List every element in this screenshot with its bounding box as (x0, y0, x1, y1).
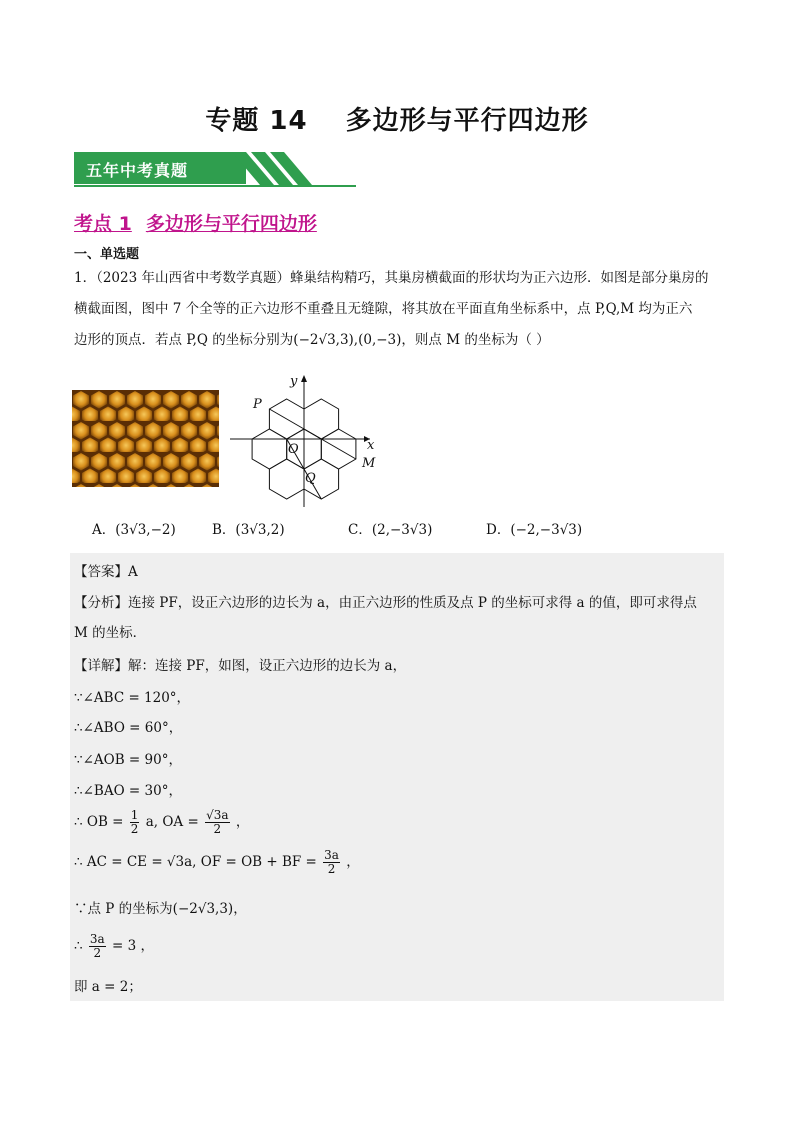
title-topic: 多边形与平行四边形 (345, 106, 589, 136)
step-2: ∴∠ABO = 60°， (74, 720, 183, 736)
question-text (74, 263, 724, 356)
step-3: ∵∠AOB = 90°， (74, 752, 182, 768)
title-number: 专题 14 (205, 106, 308, 136)
fraction-half: $\frac{1}{2}$ (130, 808, 139, 836)
page-title (0, 100, 794, 137)
fraction-root3a-over-2: $\frac{√3a}{2}$ (206, 808, 229, 836)
analysis-line-1: 【分析】连接 PF，设正六边形的边长为 a，由正六边形的性质及点 P 的坐标可求得 a 的值，即可求得点 (74, 595, 697, 611)
step-6: ∴ AC = CE = √3a, OF = OB + BF = $\frac{3a}{2}$ ， (74, 848, 360, 876)
detail-line: 【详解】解：连接 PF，如图，设正六边形的边长为 a， (74, 658, 407, 674)
point-m-label: M (362, 456, 376, 471)
answer-block (70, 553, 724, 1001)
axis-x-label: x (367, 438, 375, 453)
step-8: ∴ $\frac{3a}{2}$ = 3 ， (74, 932, 154, 960)
kaodian-label: 考点 1 (74, 213, 132, 235)
option-d[interactable]: D．(−2,−3√3) (486, 522, 583, 538)
option-a[interactable]: A．(3√3,−2) (92, 522, 176, 538)
option-b[interactable]: B．(3√3,2) (212, 522, 285, 538)
answer-line: 【答案】A (74, 564, 138, 580)
step-5: ∴ OB = $\frac{1}{2}$ a, OA = $\frac{√3a}{2}$ ， (74, 808, 250, 836)
kaodian-name: 多边形与平行四边形 (145, 213, 317, 235)
banner-label: 五年中考真题 (86, 161, 189, 180)
point-p-label: P (253, 397, 262, 412)
fraction-3a-over-2: $\frac{3a}{2}$ (324, 848, 339, 876)
section-banner (74, 152, 356, 188)
fraction-3a-over-2-b: $\frac{3a}{2}$ (89, 932, 105, 960)
hexagon-coordinate-figure (226, 373, 390, 509)
origin-o-label: O (288, 442, 299, 457)
step-9: 即 a = 2； (74, 979, 142, 995)
step-4: ∴∠BAO = 30°， (74, 783, 182, 799)
question-coords: (−2√3,3),(0,−3) (293, 332, 402, 348)
banner-underline (74, 185, 356, 187)
banner-stripes-icon (224, 152, 334, 185)
analysis-line-2: M 的坐标． (74, 625, 147, 641)
axis-y-label: y (290, 374, 298, 389)
section-label: 一、单选题 (74, 247, 140, 262)
question-line-2: 横截面图，图中 7 个全等的正六边形不重叠且无缝隙，将其放在平面直角坐标系中，点 P,Q,M 均为正六 (74, 301, 693, 317)
kaodian-heading (74, 209, 317, 236)
question-line-3b: ，则点 M 的坐标为（ ） (401, 332, 550, 348)
step-7: ∵点 P 的坐标为(−2√3,3)， (74, 901, 247, 917)
question-line-3a: 边形的顶点．若点 P,Q 的坐标分别为 (74, 332, 294, 348)
point-q-label: Q (305, 471, 316, 486)
question-line-1: 1．（2023 年山西省中考数学真题）蜂巢结构精巧，其巢房横截面的形状均为正六边形．如图是部分巢房的 (74, 270, 709, 286)
answer-options (92, 518, 712, 546)
honeycomb-photo (72, 390, 219, 487)
option-c[interactable]: C．(2,−3√3) (348, 522, 433, 538)
question-line-3 (74, 325, 724, 356)
step-1: ∵∠ABC = 120°， (74, 690, 191, 706)
